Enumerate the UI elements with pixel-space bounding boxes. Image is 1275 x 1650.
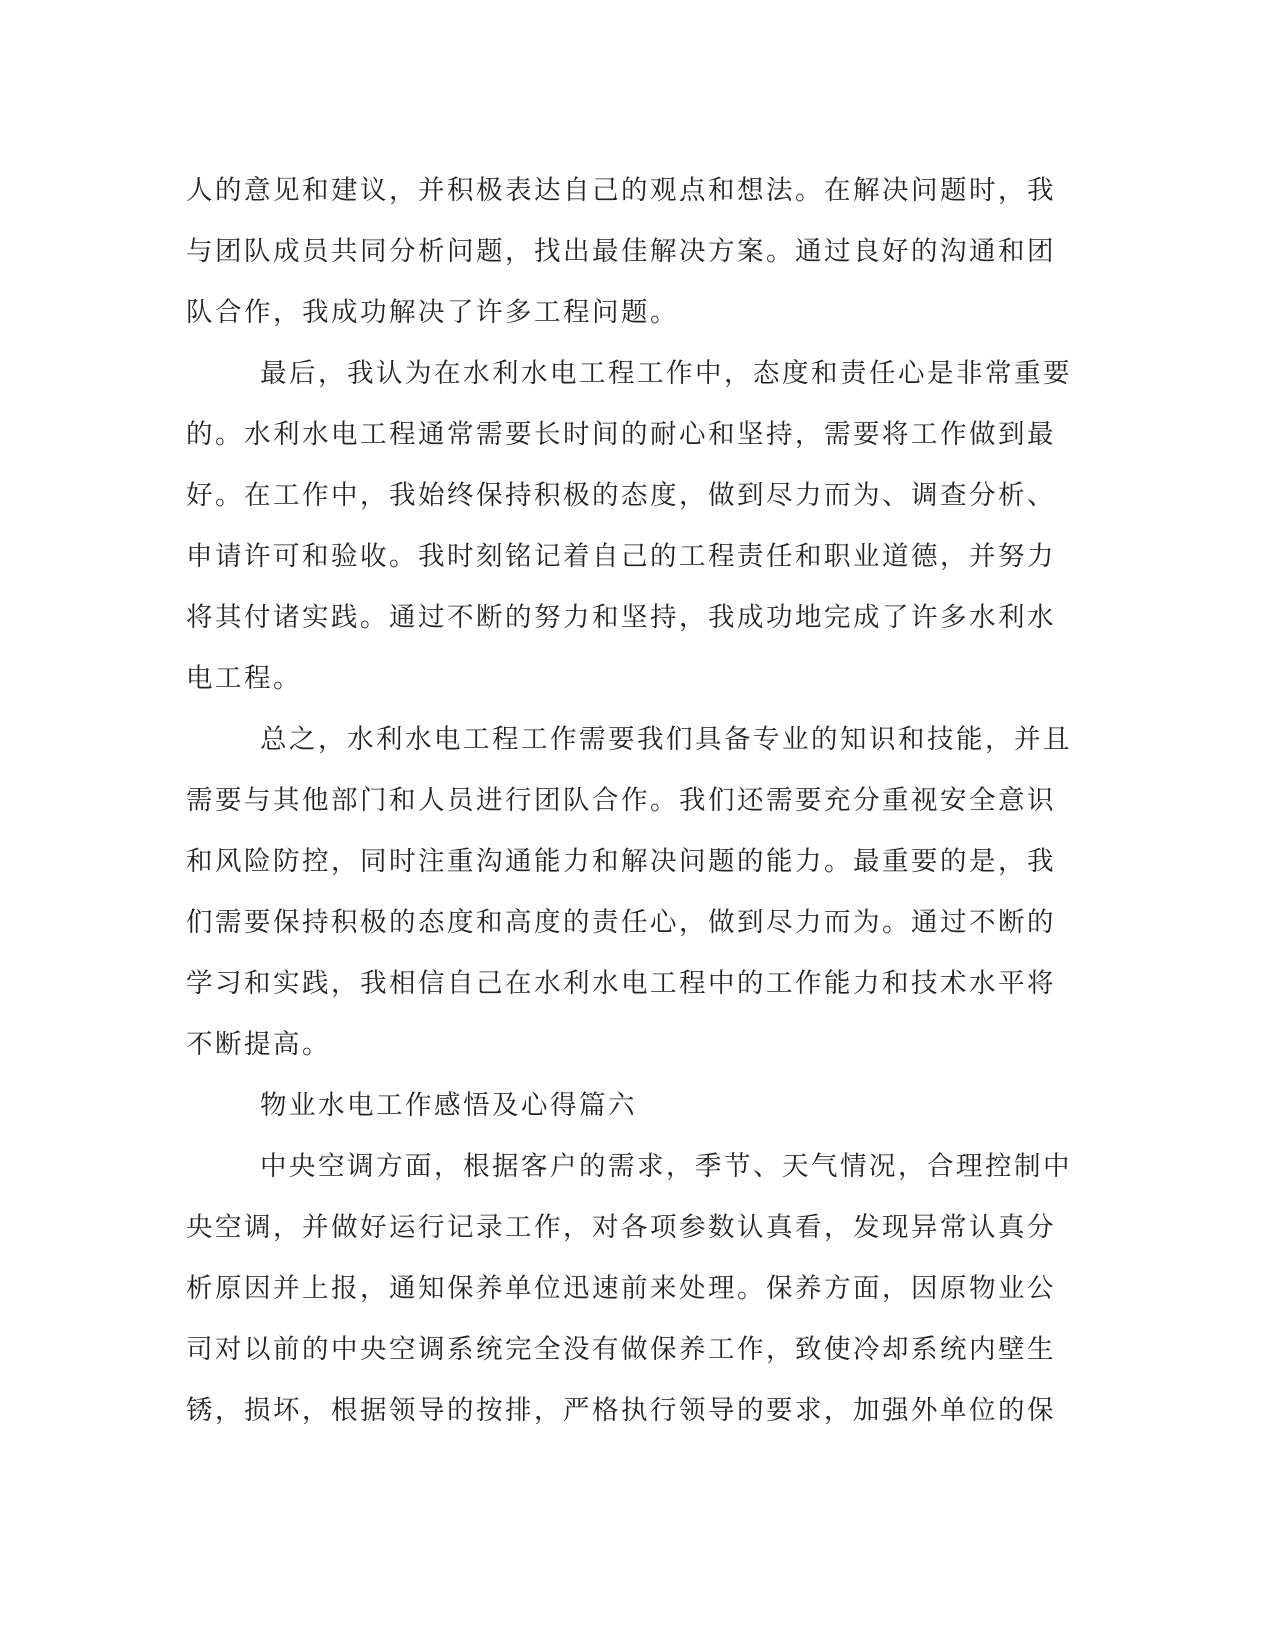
text-line: 司对以前的中央空调系统完全没有做保养工作，致使冷却系统内壁生 [186, 1334, 1056, 1365]
text-line: 锈，损坏，根据领导的按排，严格执行领导的要求，加强外单位的保 [186, 1395, 1056, 1426]
text-line: 们需要保持积极的态度和高度的责任心，做到尽力而为。通过不断的 [186, 907, 1056, 938]
section-heading [186, 1075, 1066, 1136]
text-line: 中央空调方面，根据客户的需求，季节、天气情况，合理控制中 [260, 1151, 1072, 1182]
text-line: 人的意见和建议，并积极表达自己的观点和想法。在解决问题时，我 [186, 175, 1056, 206]
text-line: 学习和实践，我相信自己在水利水电工程中的工作能力和技术水平将 [186, 968, 1056, 999]
paragraph-attitude [186, 343, 1072, 709]
text-line: 将其付诸实践。通过不断的努力和坚持，我成功地完成了许多水利水 [186, 602, 1056, 633]
document-body [186, 160, 1072, 1441]
text-line: 电工程。 [186, 663, 302, 694]
text-line: 总之，水利水电工程工作需要我们具备专业的知识和技能，并且 [260, 724, 1072, 755]
section-title: 物业水电工作感悟及心得篇六 [260, 1090, 637, 1121]
text-line: 队合作，我成功解决了许多工程问题。 [186, 297, 679, 328]
text-line: 好。在工作中，我始终保持积极的态度，做到尽力而为、调查分析、 [186, 480, 1056, 511]
text-line: 析原因并上报，通知保养单位迅速前来处理。保养方面，因原物业公 [186, 1273, 1056, 1304]
paragraph-continuation [186, 160, 1066, 343]
text-line: 需要与其他部门和人员进行团队合作。我们还需要充分重视安全意识 [186, 785, 1056, 816]
text-line: 最后，我认为在水利水电工程工作中，态度和责任心是非常重要 [260, 358, 1072, 389]
paragraph-air-conditioning [186, 1136, 1072, 1441]
paragraph-summary [186, 709, 1072, 1075]
text-line: 与团队成员共同分析问题，找出最佳解决方案。通过良好的沟通和团 [186, 236, 1056, 267]
text-line: 不断提高。 [186, 1029, 331, 1060]
text-line: 和风险防控，同时注重沟通能力和解决问题的能力。最重要的是，我 [186, 846, 1056, 877]
text-line: 申请许可和验收。我时刻铭记着自己的工程责任和职业道德，并努力 [186, 541, 1056, 572]
text-line: 央空调，并做好运行记录工作，对各项参数认真看，发现异常认真分 [186, 1212, 1056, 1243]
text-line: 的。水利水电工程通常需要长时间的耐心和坚持，需要将工作做到最 [186, 419, 1056, 450]
